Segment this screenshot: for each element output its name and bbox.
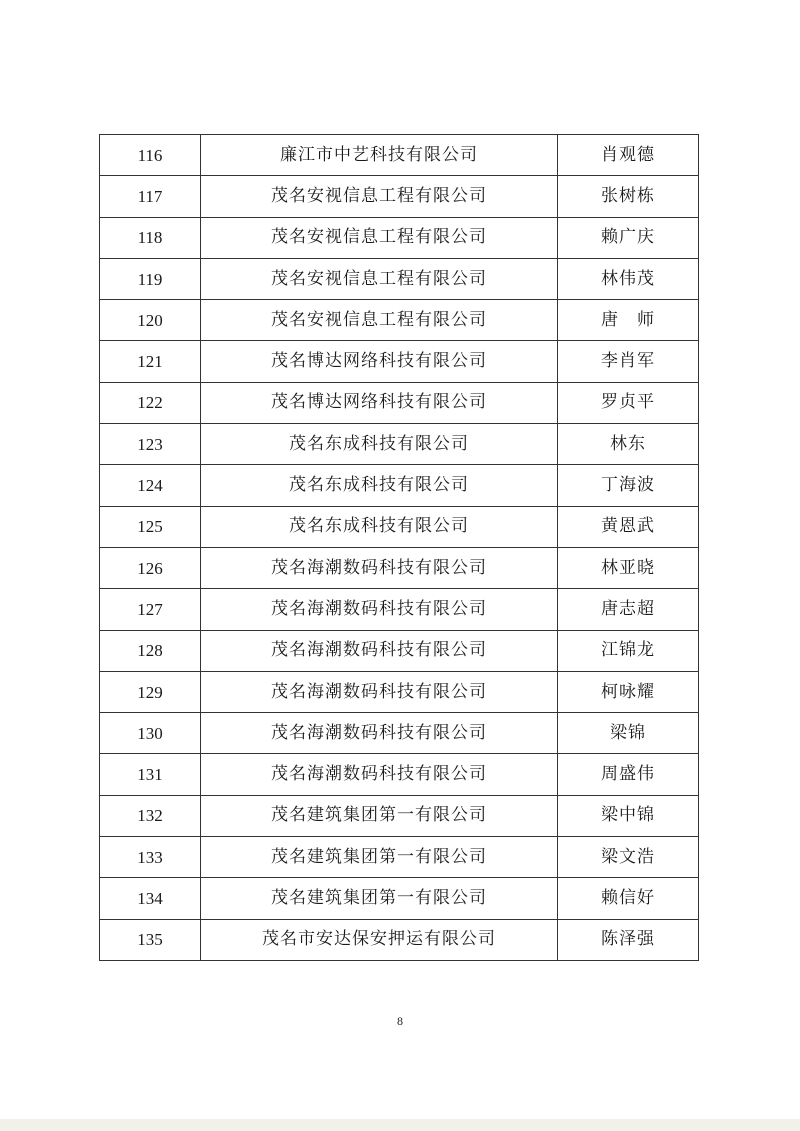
row-number: 125	[100, 506, 201, 547]
row-number: 130	[100, 713, 201, 754]
person-name: 黄恩武	[558, 506, 699, 547]
company-name: 茂名安视信息工程有限公司	[201, 176, 558, 217]
row-number: 131	[100, 754, 201, 795]
company-name: 茂名建筑集团第一有限公司	[201, 795, 558, 836]
person-name: 李肖军	[558, 341, 699, 382]
person-name: 肖观德	[558, 135, 699, 176]
row-number: 134	[100, 878, 201, 919]
person-name: 林亚晓	[558, 547, 699, 588]
table-row	[100, 837, 699, 878]
company-name: 茂名博达网络科技有限公司	[201, 341, 558, 382]
table-row	[100, 671, 699, 712]
records-table	[99, 134, 699, 961]
row-number: 122	[100, 382, 201, 423]
table-row	[100, 176, 699, 217]
company-name: 茂名东成科技有限公司	[201, 465, 558, 506]
table-row	[100, 795, 699, 836]
table-row	[100, 135, 699, 176]
person-name: 周盛伟	[558, 754, 699, 795]
company-name: 茂名安视信息工程有限公司	[201, 217, 558, 258]
row-number: 117	[100, 176, 201, 217]
row-number: 116	[100, 135, 201, 176]
table-row	[100, 878, 699, 919]
company-name: 茂名海潮数码科技有限公司	[201, 671, 558, 712]
company-name: 茂名东成科技有限公司	[201, 424, 558, 465]
row-number: 132	[100, 795, 201, 836]
table-row	[100, 258, 699, 299]
company-name: 茂名海潮数码科技有限公司	[201, 713, 558, 754]
row-number: 124	[100, 465, 201, 506]
row-number: 128	[100, 630, 201, 671]
company-name: 茂名东成科技有限公司	[201, 506, 558, 547]
table-row	[100, 630, 699, 671]
company-name: 茂名海潮数码科技有限公司	[201, 630, 558, 671]
person-name: 梁中锦	[558, 795, 699, 836]
person-name: 赖广庆	[558, 217, 699, 258]
table-row	[100, 589, 699, 630]
row-number: 135	[100, 919, 201, 960]
row-number: 123	[100, 424, 201, 465]
table-row	[100, 754, 699, 795]
table-row	[100, 506, 699, 547]
person-name: 林伟茂	[558, 258, 699, 299]
table-row	[100, 424, 699, 465]
company-name: 茂名建筑集团第一有限公司	[201, 837, 558, 878]
person-name: 丁海波	[558, 465, 699, 506]
page-bottom-edge	[0, 1119, 800, 1131]
company-name: 茂名安视信息工程有限公司	[201, 258, 558, 299]
person-name: 柯咏耀	[558, 671, 699, 712]
company-name: 廉江市中艺科技有限公司	[201, 135, 558, 176]
table-body	[100, 135, 699, 961]
row-number: 119	[100, 258, 201, 299]
row-number: 120	[100, 300, 201, 341]
row-number: 126	[100, 547, 201, 588]
table-row	[100, 300, 699, 341]
person-name: 张树栋	[558, 176, 699, 217]
row-number: 127	[100, 589, 201, 630]
table-row	[100, 217, 699, 258]
company-name: 茂名市安达保安押运有限公司	[201, 919, 558, 960]
table-row	[100, 465, 699, 506]
company-name: 茂名海潮数码科技有限公司	[201, 547, 558, 588]
table-row	[100, 341, 699, 382]
person-name: 梁文浩	[558, 837, 699, 878]
page-number: 8	[397, 1014, 403, 1028]
person-name: 赖信好	[558, 878, 699, 919]
company-name: 茂名海潮数码科技有限公司	[201, 754, 558, 795]
person-name: 陈泽强	[558, 919, 699, 960]
table-row	[100, 919, 699, 960]
person-name: 罗贞平	[558, 382, 699, 423]
row-number: 121	[100, 341, 201, 382]
person-name: 唐 师	[558, 300, 699, 341]
company-name: 茂名安视信息工程有限公司	[201, 300, 558, 341]
person-name: 梁锦	[558, 713, 699, 754]
person-name: 唐志超	[558, 589, 699, 630]
person-name: 江锦龙	[558, 630, 699, 671]
company-name: 茂名博达网络科技有限公司	[201, 382, 558, 423]
company-name: 茂名海潮数码科技有限公司	[201, 589, 558, 630]
row-number: 129	[100, 671, 201, 712]
table-row	[100, 382, 699, 423]
row-number: 133	[100, 837, 201, 878]
row-number: 118	[100, 217, 201, 258]
table-row	[100, 547, 699, 588]
person-name: 林东	[558, 424, 699, 465]
company-name: 茂名建筑集团第一有限公司	[201, 878, 558, 919]
table-row	[100, 713, 699, 754]
